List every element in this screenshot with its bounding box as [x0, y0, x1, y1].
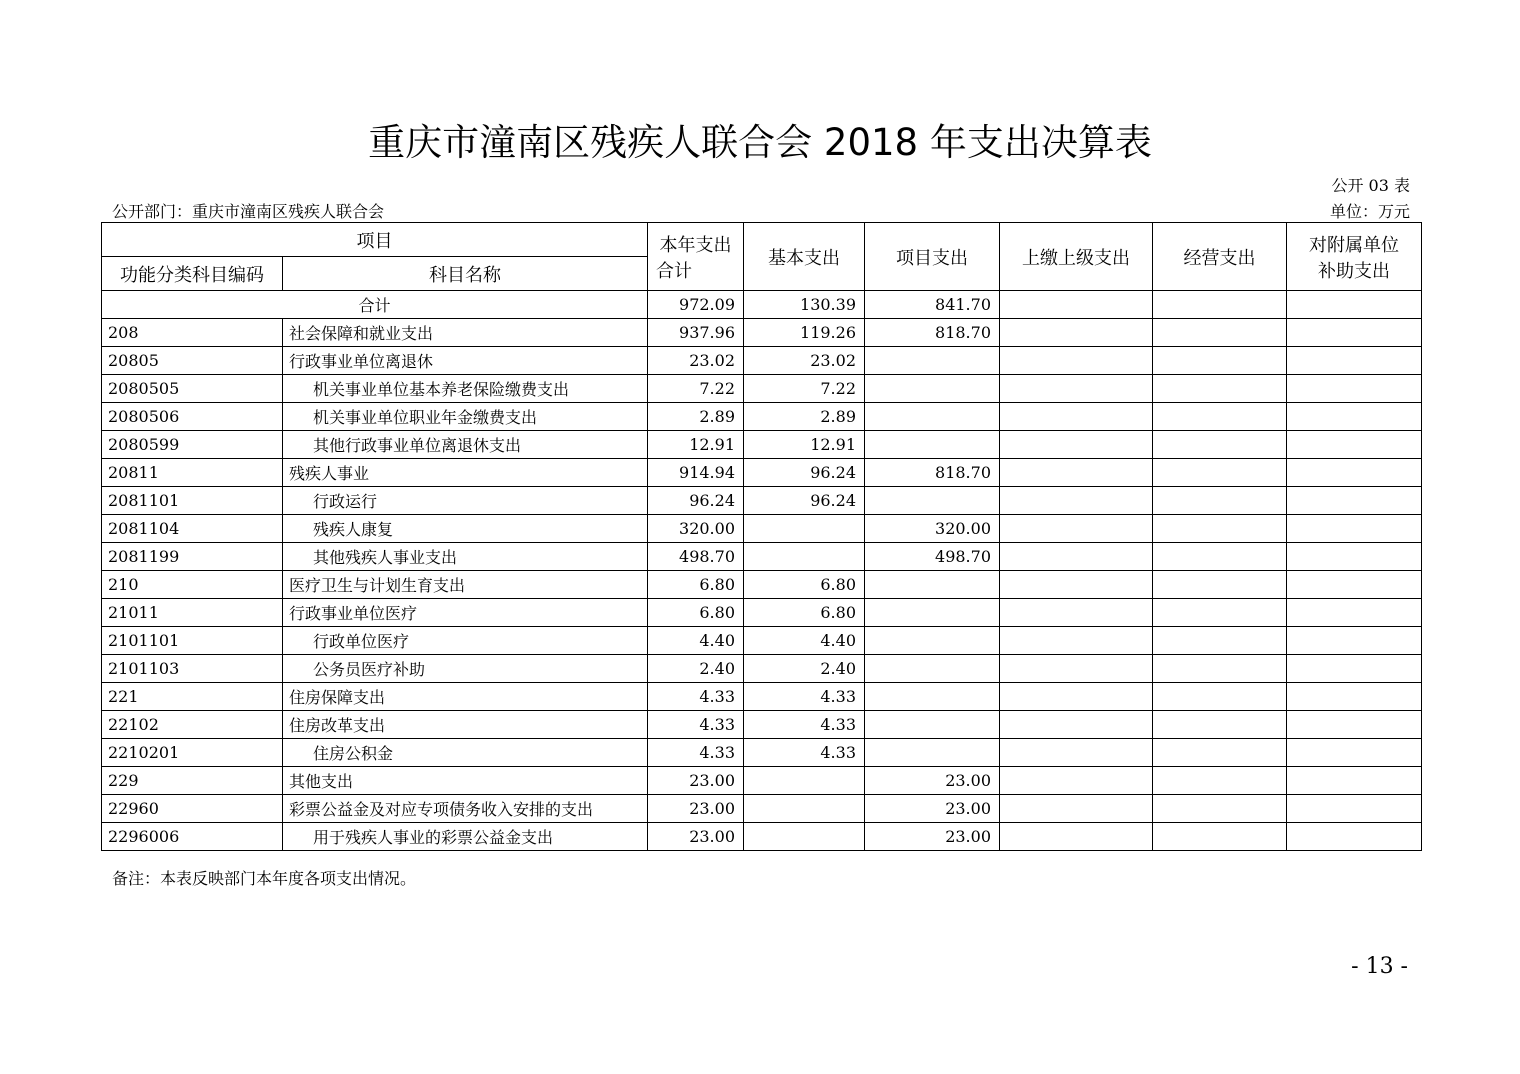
table-row	[102, 431, 1422, 459]
row-subsidy	[1287, 571, 1422, 599]
row-total: 12.91	[648, 431, 744, 459]
header-subsidy-line2: 补助支出	[1318, 260, 1390, 282]
row-subsidy	[1287, 795, 1422, 823]
row-business	[1153, 711, 1287, 739]
row-project: 818.70	[865, 319, 1000, 347]
row-subsidy	[1287, 403, 1422, 431]
row-code: 2101103	[102, 655, 283, 683]
row-code: 20805	[102, 347, 283, 375]
row-subsidy	[1287, 627, 1422, 655]
row-code: 2080506	[102, 403, 283, 431]
row-upper	[1000, 599, 1153, 627]
row-name: 住房改革支出	[283, 711, 648, 739]
row-business	[1153, 515, 1287, 543]
row-business	[1153, 459, 1287, 487]
row-upper	[1000, 459, 1153, 487]
row-name: 行政运行	[283, 487, 648, 515]
header-total-line2: 合计	[656, 260, 692, 282]
row-basic: 4.33	[744, 683, 865, 711]
row-total: 937.96	[648, 319, 744, 347]
row-business	[1153, 431, 1287, 459]
row-subsidy	[1287, 767, 1422, 795]
row-business	[1153, 683, 1287, 711]
row-upper	[1000, 683, 1153, 711]
row-subsidy	[1287, 683, 1422, 711]
row-name: 社会保障和就业支出	[283, 319, 648, 347]
table-row	[102, 319, 1422, 347]
row-project: 498.70	[865, 543, 1000, 571]
table-row	[102, 599, 1422, 627]
row-name: 住房公积金	[283, 739, 648, 767]
row-subsidy	[1287, 319, 1422, 347]
row-subsidy	[1287, 487, 1422, 515]
row-total: 2.89	[648, 403, 744, 431]
total-subsidy	[1287, 291, 1422, 319]
row-total: 320.00	[648, 515, 744, 543]
table-row	[102, 347, 1422, 375]
row-total: 2.40	[648, 655, 744, 683]
row-basic	[744, 515, 865, 543]
row-code: 2080599	[102, 431, 283, 459]
row-project	[865, 655, 1000, 683]
table-row	[102, 627, 1422, 655]
row-basic: 4.40	[744, 627, 865, 655]
row-total: 4.33	[648, 683, 744, 711]
row-code: 22102	[102, 711, 283, 739]
row-basic: 6.80	[744, 599, 865, 627]
row-project: 818.70	[865, 459, 1000, 487]
row-upper	[1000, 543, 1153, 571]
row-project	[865, 487, 1000, 515]
row-business	[1153, 319, 1287, 347]
row-business	[1153, 627, 1287, 655]
row-code: 21011	[102, 599, 283, 627]
row-total: 6.80	[648, 571, 744, 599]
row-project	[865, 347, 1000, 375]
row-basic: 4.33	[744, 711, 865, 739]
row-code: 2101101	[102, 627, 283, 655]
expenditure-table	[101, 222, 1422, 851]
row-project	[865, 431, 1000, 459]
row-total: 4.40	[648, 627, 744, 655]
row-project: 23.00	[865, 767, 1000, 795]
row-upper	[1000, 515, 1153, 543]
row-name: 行政事业单位医疗	[283, 599, 648, 627]
row-name: 用于残疾人事业的彩票公益金支出	[283, 823, 648, 851]
header-basic: 基本支出	[744, 223, 865, 291]
row-upper	[1000, 627, 1153, 655]
row-subsidy	[1287, 823, 1422, 851]
row-total: 4.33	[648, 711, 744, 739]
table-row	[102, 655, 1422, 683]
department-label: 公开部门：重庆市潼南区残疾人联合会	[112, 202, 385, 221]
table-row	[102, 683, 1422, 711]
row-subsidy	[1287, 543, 1422, 571]
row-subsidy	[1287, 515, 1422, 543]
page-title: 重庆市潼南区残疾人联合会 2018 年支出决算表	[368, 121, 1152, 164]
row-business	[1153, 599, 1287, 627]
total-row	[102, 291, 1422, 319]
row-project	[865, 739, 1000, 767]
header-name: 科目名称	[283, 257, 648, 291]
row-code: 210	[102, 571, 283, 599]
row-upper	[1000, 711, 1153, 739]
row-code: 221	[102, 683, 283, 711]
row-basic: 96.24	[744, 459, 865, 487]
row-subsidy	[1287, 375, 1422, 403]
row-subsidy	[1287, 739, 1422, 767]
total-label: 合计	[102, 291, 648, 319]
header-code: 功能分类科目编码	[102, 257, 283, 291]
table-row	[102, 487, 1422, 515]
row-project	[865, 599, 1000, 627]
table-row	[102, 375, 1422, 403]
row-name: 公务员医疗补助	[283, 655, 648, 683]
row-total: 23.00	[648, 795, 744, 823]
row-upper	[1000, 375, 1153, 403]
row-name: 住房保障支出	[283, 683, 648, 711]
row-name: 行政单位医疗	[283, 627, 648, 655]
total-basic: 130.39	[744, 291, 865, 319]
row-name: 残疾人康复	[283, 515, 648, 543]
row-total: 7.22	[648, 375, 744, 403]
page-number: - 13 -	[1351, 954, 1408, 979]
row-basic: 6.80	[744, 571, 865, 599]
row-code: 22960	[102, 795, 283, 823]
row-upper	[1000, 431, 1153, 459]
row-business	[1153, 347, 1287, 375]
row-basic: 7.22	[744, 375, 865, 403]
table-row	[102, 459, 1422, 487]
row-basic: 23.02	[744, 347, 865, 375]
row-business	[1153, 655, 1287, 683]
row-basic	[744, 767, 865, 795]
row-business	[1153, 403, 1287, 431]
row-project: 23.00	[865, 795, 1000, 823]
row-basic: 12.91	[744, 431, 865, 459]
row-upper	[1000, 487, 1153, 515]
header-subsidy-line1: 对附属单位	[1309, 234, 1399, 256]
row-business	[1153, 543, 1287, 571]
row-code: 2080505	[102, 375, 283, 403]
row-name: 其他行政事业单位离退休支出	[283, 431, 648, 459]
total-project: 841.70	[865, 291, 1000, 319]
row-upper	[1000, 767, 1153, 795]
row-business	[1153, 375, 1287, 403]
row-name: 机关事业单位基本养老保险缴费支出	[283, 375, 648, 403]
row-basic: 2.40	[744, 655, 865, 683]
row-code: 20811	[102, 459, 283, 487]
table-row	[102, 571, 1422, 599]
row-business	[1153, 571, 1287, 599]
row-total: 96.24	[648, 487, 744, 515]
table-row	[102, 823, 1422, 851]
row-project: 23.00	[865, 823, 1000, 851]
row-upper	[1000, 795, 1153, 823]
row-code: 208	[102, 319, 283, 347]
header-total	[648, 223, 744, 291]
row-basic	[744, 795, 865, 823]
row-total: 23.00	[648, 823, 744, 851]
table-row	[102, 711, 1422, 739]
row-name: 其他支出	[283, 767, 648, 795]
row-code: 2296006	[102, 823, 283, 851]
table-number: 公开 03 表	[1331, 176, 1410, 195]
table-row	[102, 403, 1422, 431]
row-name: 其他残疾人事业支出	[283, 543, 648, 571]
row-business	[1153, 823, 1287, 851]
header-subsidy	[1287, 223, 1422, 291]
row-project	[865, 403, 1000, 431]
row-upper	[1000, 571, 1153, 599]
row-project	[865, 571, 1000, 599]
row-basic: 119.26	[744, 319, 865, 347]
row-name: 医疗卫生与计划生育支出	[283, 571, 648, 599]
row-upper	[1000, 347, 1153, 375]
footnote: 备注：本表反映部门本年度各项支出情况。	[112, 869, 417, 888]
unit-label: 单位：万元	[1329, 202, 1410, 221]
total-sum: 972.09	[648, 291, 744, 319]
row-upper	[1000, 823, 1153, 851]
table-row	[102, 795, 1422, 823]
row-basic: 96.24	[744, 487, 865, 515]
row-business	[1153, 795, 1287, 823]
row-project: 320.00	[865, 515, 1000, 543]
row-total: 23.00	[648, 767, 744, 795]
header-item: 项目	[102, 223, 648, 257]
row-subsidy	[1287, 347, 1422, 375]
total-business	[1153, 291, 1287, 319]
row-upper	[1000, 319, 1153, 347]
row-upper	[1000, 739, 1153, 767]
row-total: 23.02	[648, 347, 744, 375]
row-upper	[1000, 403, 1153, 431]
row-subsidy	[1287, 599, 1422, 627]
row-code: 2210201	[102, 739, 283, 767]
header-total-line1: 本年支出	[659, 234, 732, 256]
row-business	[1153, 487, 1287, 515]
row-business	[1153, 767, 1287, 795]
header-upper: 上缴上级支出	[1000, 223, 1153, 291]
table-row	[102, 515, 1422, 543]
table-row	[102, 767, 1422, 795]
row-basic	[744, 823, 865, 851]
table-row	[102, 739, 1422, 767]
row-project	[865, 627, 1000, 655]
row-project	[865, 711, 1000, 739]
row-project	[865, 683, 1000, 711]
row-code: 2081104	[102, 515, 283, 543]
row-business	[1153, 739, 1287, 767]
row-subsidy	[1287, 459, 1422, 487]
row-total: 4.33	[648, 739, 744, 767]
row-project	[865, 375, 1000, 403]
row-code: 2081101	[102, 487, 283, 515]
row-name: 彩票公益金及对应专项债务收入安排的支出	[283, 795, 648, 823]
row-total: 498.70	[648, 543, 744, 571]
total-upper	[1000, 291, 1153, 319]
header-project: 项目支出	[865, 223, 1000, 291]
row-basic: 4.33	[744, 739, 865, 767]
row-name: 行政事业单位离退休	[283, 347, 648, 375]
row-basic: 2.89	[744, 403, 865, 431]
table-row	[102, 543, 1422, 571]
row-basic	[744, 543, 865, 571]
row-code: 229	[102, 767, 283, 795]
header-business: 经营支出	[1153, 223, 1287, 291]
row-upper	[1000, 655, 1153, 683]
row-total: 914.94	[648, 459, 744, 487]
row-subsidy	[1287, 655, 1422, 683]
row-code: 2081199	[102, 543, 283, 571]
row-subsidy	[1287, 711, 1422, 739]
row-name: 残疾人事业	[283, 459, 648, 487]
row-total: 6.80	[648, 599, 744, 627]
row-subsidy	[1287, 431, 1422, 459]
row-name: 机关事业单位职业年金缴费支出	[283, 403, 648, 431]
